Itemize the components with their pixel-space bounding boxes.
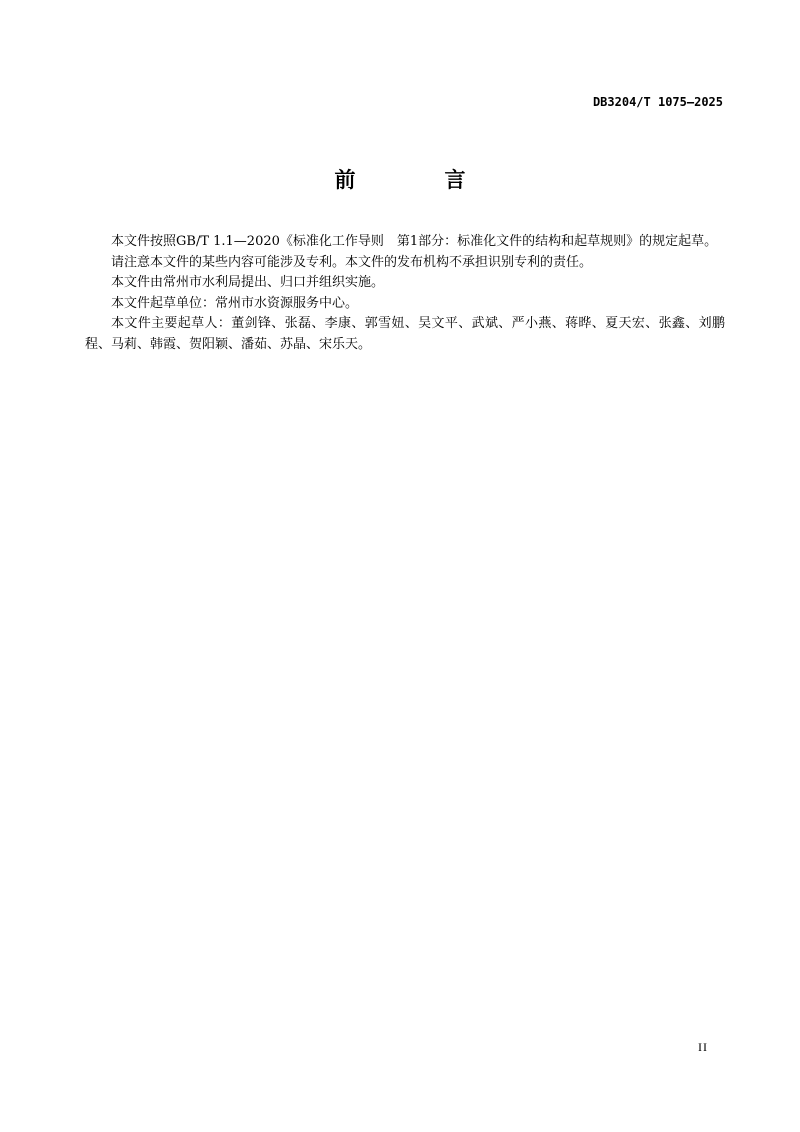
paragraph-proposer: 本文件由常州市水利局提出、归口并组织实施。 <box>111 275 385 290</box>
paragraph-drafting-unit: 本文件起草单位：常州市水资源服务中心。 <box>111 295 359 311</box>
page-number: II <box>698 1040 708 1054</box>
paragraph-drafting-rules: 本文件按照GB/T 1.1—2020《标准化工作导则 第1部分：标准化文件的结构和起草规则》的规定起草。 <box>111 234 718 249</box>
paragraph-drafters: 本文件主要起草人：董剑锋、张磊、李康、郭雪妞、吴文平、武斌、严小燕、蒋晔、夏天宏、张鑫、刘鹏程、马莉、韩霞、贺阳颖、潘茹、苏晶、宋乐天。 <box>85 316 725 352</box>
foreword-body <box>85 232 725 355</box>
page-title: 前 言 <box>334 168 500 192</box>
document-code: DB3204/T 1075—2025 <box>592 95 723 109</box>
paragraph-patent-notice: 请注意本文件的某些内容可能涉及专利。本文件的发布机构不承担识别专利的责任。 <box>111 254 593 270</box>
